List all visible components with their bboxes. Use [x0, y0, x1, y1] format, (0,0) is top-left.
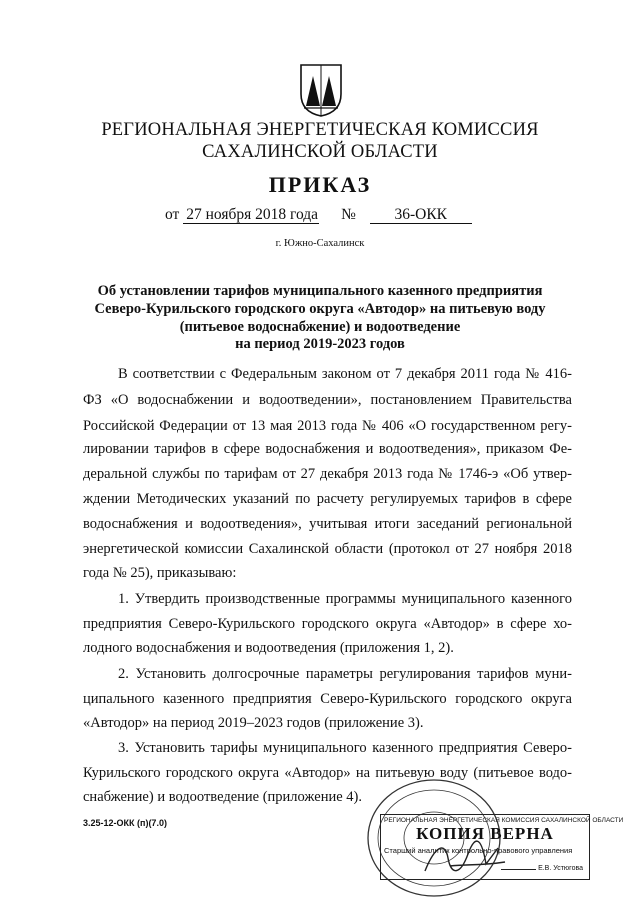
org-name-line1: РЕГИОНАЛЬНАЯ ЭНЕРГЕТИЧЕСКАЯ КОМИССИЯ — [101, 120, 539, 140]
body-line: Российской Федерации от 13 мая 2013 года № 406 «О государственном регу- — [83, 418, 572, 434]
document-reference: 3.25-12-ОКК (п)(7.0) — [83, 818, 167, 828]
body-line: лировании тарифов в сфере водоснабжения и водоотведения», приказом Фе- — [83, 441, 572, 457]
document-type: ПРИКАЗ — [268, 172, 372, 197]
body-line: Курильского городского округа «Автодор» на питьевую воду (питьевое водо- — [83, 765, 572, 781]
body-line: ФЗ «О водоснабжении и водоотведении», постановлением Правительства — [83, 392, 572, 408]
subject-line: на период 2019-2023 годов — [235, 336, 405, 352]
body-line: года № 25), приказываю: — [83, 565, 237, 581]
body-line: предприятия Северо-Курильского городского округа «Автодор» в сфере хо- — [83, 616, 572, 632]
body-line: ждении Методических указаний по расчету регулируемых тарифов в сфере — [83, 491, 572, 507]
signature-icon — [420, 836, 510, 881]
body-line: лодного водоснабжения и водоотведения (приложения 1, 2). — [83, 640, 454, 656]
city: г. Южно-Сахалинск — [275, 238, 365, 249]
body-line: «Автодор» на период 2019–2023 годов (приложение 3). — [83, 715, 424, 731]
subject-line: Северо-Курильского городского округа «Автодор» на питьевую воду — [94, 301, 546, 317]
stamp-copy-label: КОПИЯ ВЕРНА — [416, 824, 554, 843]
number-sign: № — [341, 206, 356, 223]
body-line: энергетической комиссии Сахалинской области (протокол от 27 ноября 2018 — [83, 541, 572, 557]
body-line: 2. Установить долгосрочные параметры регулирования тарифов муни- — [118, 666, 572, 682]
subject-line: Об установлении тарифов муниципального казенного предприятия — [97, 283, 543, 299]
order-date-number — [165, 206, 472, 224]
body-line: снабжение) и водоотведение (приложение 4). — [83, 789, 362, 805]
coat-of-arms-icon — [298, 62, 344, 118]
body-line: водоснабжения и водоотведения», учитывая итоги заседаний региональной — [83, 516, 572, 532]
body-line: деральной службы по тарифам от 27 декабря 2013 года № 1746-э «Об утвер- — [83, 466, 572, 482]
body-line: ципального казенного предприятия Северо-Курильского городского округа — [83, 691, 572, 707]
order-number: 36-ОКК — [370, 206, 472, 224]
body-line: В соответствии с Федеральным законом от 7 декабря 2011 года № 416- — [118, 366, 572, 382]
body-line: 1. Утвердить производственные программы муниципального казенного — [118, 591, 572, 607]
org-name-line2: САХАЛИНСКОЙ ОБЛАСТИ — [202, 142, 438, 162]
order-date: 27 ноября 2018 года — [183, 206, 319, 224]
subject-line: (питьевое водоснабжение) и водоотведение — [179, 319, 461, 335]
stamp-org: РЕГИОНАЛЬНАЯ ЭНЕРГЕТИЧЕСКАЯ КОМИССИЯ САХАЛИНСКОЙ ОБЛАСТИ — [384, 817, 624, 824]
date-prefix: от — [165, 206, 180, 223]
body-line: 3. Установить тарифы муниципального казенного предприятия Северо- — [118, 740, 572, 756]
stamp-signer-name: Е.В. Устюгова — [538, 865, 583, 872]
stamp-role: Старший аналитик контрольно-правового управления — [384, 846, 573, 855]
